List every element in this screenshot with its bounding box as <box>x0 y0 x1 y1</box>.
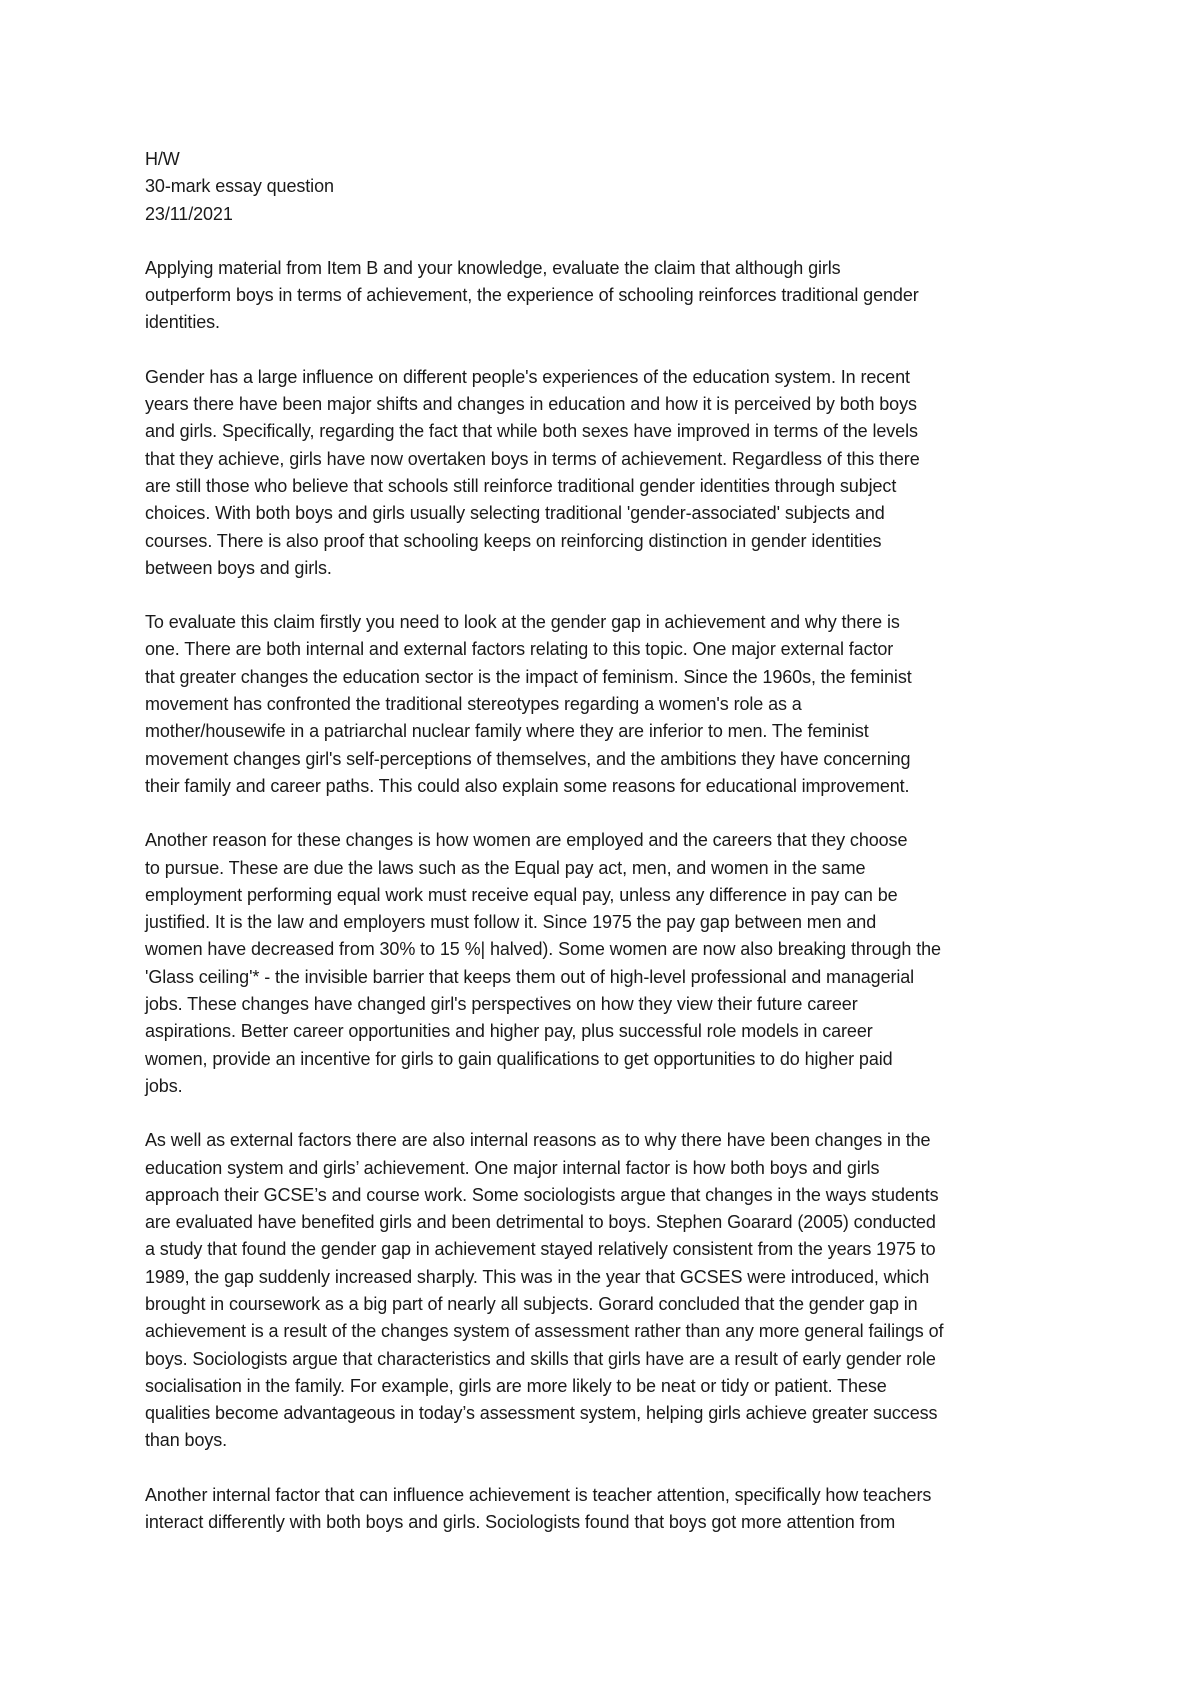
text-line: outperform boys in terms of achievement, the experience of schooling reinforces traditional gender <box>145 285 919 306</box>
text-line: choices. With both boys and girls usually selecting traditional 'gender-associated' subjects and <box>145 503 885 524</box>
text-line: and girls. Specifically, regarding the fact that while both sexes have improved in terms of the levels <box>145 421 918 442</box>
text-line: women have decreased from 30% to 15 %| halved). Some women are now also breaking through the <box>145 939 941 960</box>
essay-paragraph <box>145 364 1067 582</box>
essay-paragraph <box>145 1482 1067 1537</box>
essay-paragraph <box>145 609 1067 800</box>
text-line: aspirations. Better career opportunities and higher pay, plus successful role models in career <box>145 1021 873 1042</box>
text-line: a study that found the gender gap in achievement stayed relatively consistent from the years 1975 to <box>145 1239 936 1260</box>
text-line: jobs. These changes have changed girl's perspectives on how they view their future career <box>145 994 858 1015</box>
text-line: socialisation in the family. For example, girls are more likely to be neat or tidy or patient. These <box>145 1375 887 1396</box>
text-line: are evaluated have benefited girls and been detrimental to boys. Stephen Goarard (2005) conducted <box>145 1212 936 1233</box>
header-label: H/W <box>145 149 180 169</box>
text-line: movement has confronted the traditional stereotypes regarding a women's role as a <box>145 694 802 715</box>
text-line: Gender has a large influence on different people's experiences of the education system. In recent <box>145 366 910 387</box>
text-line: qualities become advantageous in today’s assessment system, helping girls achieve greater success <box>145 1403 938 1424</box>
text-line: to pursue. These are due the laws such as the Equal pay act, men, and women in the same <box>145 857 866 878</box>
text-line: education system and girls’ achievement. One major internal factor is how both boys and girls <box>145 1157 880 1178</box>
text-line: movement changes girl's self-perceptions of themselves, and the ambitions they have concerning <box>145 748 911 769</box>
text-line: Applying material from Item B and your knowledge, evaluate the claim that although girls <box>145 257 841 278</box>
text-line: Another reason for these changes is how women are employed and the careers that they choose <box>145 830 908 851</box>
text-line: their family and career paths. This could also explain some reasons for educational improvement. <box>145 775 910 796</box>
essay-type: 30-mark essay question <box>145 176 334 197</box>
text-line: achievement is a result of the changes system of assessment rather than any more general failings of <box>145 1321 944 1342</box>
text-line: than boys. <box>145 1430 228 1451</box>
text-line: women, provide an incentive for girls to gain qualifications to get opportunities to do higher paid <box>145 1048 893 1069</box>
text-line: To evaluate this claim firstly you need to look at the gender gap in achievement and why there is <box>145 612 900 633</box>
essay-question <box>145 255 1067 337</box>
text-line: As well as external factors there are also internal reasons as to why there have been changes in the <box>145 1130 931 1151</box>
essay-paragraph <box>145 1127 1067 1455</box>
text-line: 1989, the gap suddenly increased sharply. This was in the year that GCSES were introduced, which <box>145 1266 930 1287</box>
text-line: are still those who believe that schools still reinforce traditional gender identities through subject <box>145 475 897 496</box>
text-line: boys. Sociologists argue that characteristics and skills that girls have are a result of early gender role <box>145 1348 936 1369</box>
document-body <box>145 146 1067 1536</box>
text-line: one. There are both internal and external factors relating to this topic. One major external factor <box>145 639 894 660</box>
text-line: brought in coursework as a big part of nearly all subjects. Gorard concluded that the gender gap in <box>145 1293 918 1314</box>
text-line: justified. It is the law and employers must follow it. Since 1975 the pay gap between men and <box>145 912 877 933</box>
text-line: approach their GCSE’s and course work. Some sociologists argue that changes in the ways students <box>145 1184 939 1205</box>
text-line: jobs. <box>145 1075 183 1096</box>
document-header <box>145 146 1067 228</box>
text-line: Another internal factor that can influence achievement is teacher attention, specifically how teachers <box>145 1484 932 1505</box>
text-line: employment performing equal work must receive equal pay, unless any difference in pay can be <box>145 884 898 905</box>
text-line: between boys and girls. <box>145 557 332 578</box>
text-line: years there have been major shifts and changes in education and how it is perceived by both boys <box>145 394 917 415</box>
essay-paragraphs <box>145 255 1067 1536</box>
text-line: that they achieve, girls have now overtaken boys in terms of achievement. Regardless of this there <box>145 448 920 469</box>
text-line: courses. There is also proof that schooling keeps on reinforcing distinction in gender identities <box>145 530 882 551</box>
text-line: interact differently with both boys and girls. Sociologists found that boys got more attention from <box>145 1512 896 1533</box>
text-line: 'Glass ceiling'* - the invisible barrier that keeps them out of high-level professional and managerial <box>145 966 915 987</box>
text-line: mother/housewife in a patriarchal nuclear family where they are inferior to men. The feminist <box>145 721 869 742</box>
text-line: identities. <box>145 312 220 333</box>
essay-date: 23/11/2021 <box>145 203 233 224</box>
text-line: that greater changes the education sector is the impact of feminism. Since the 1960s, the feminist <box>145 666 912 687</box>
essay-paragraph <box>145 827 1067 1100</box>
